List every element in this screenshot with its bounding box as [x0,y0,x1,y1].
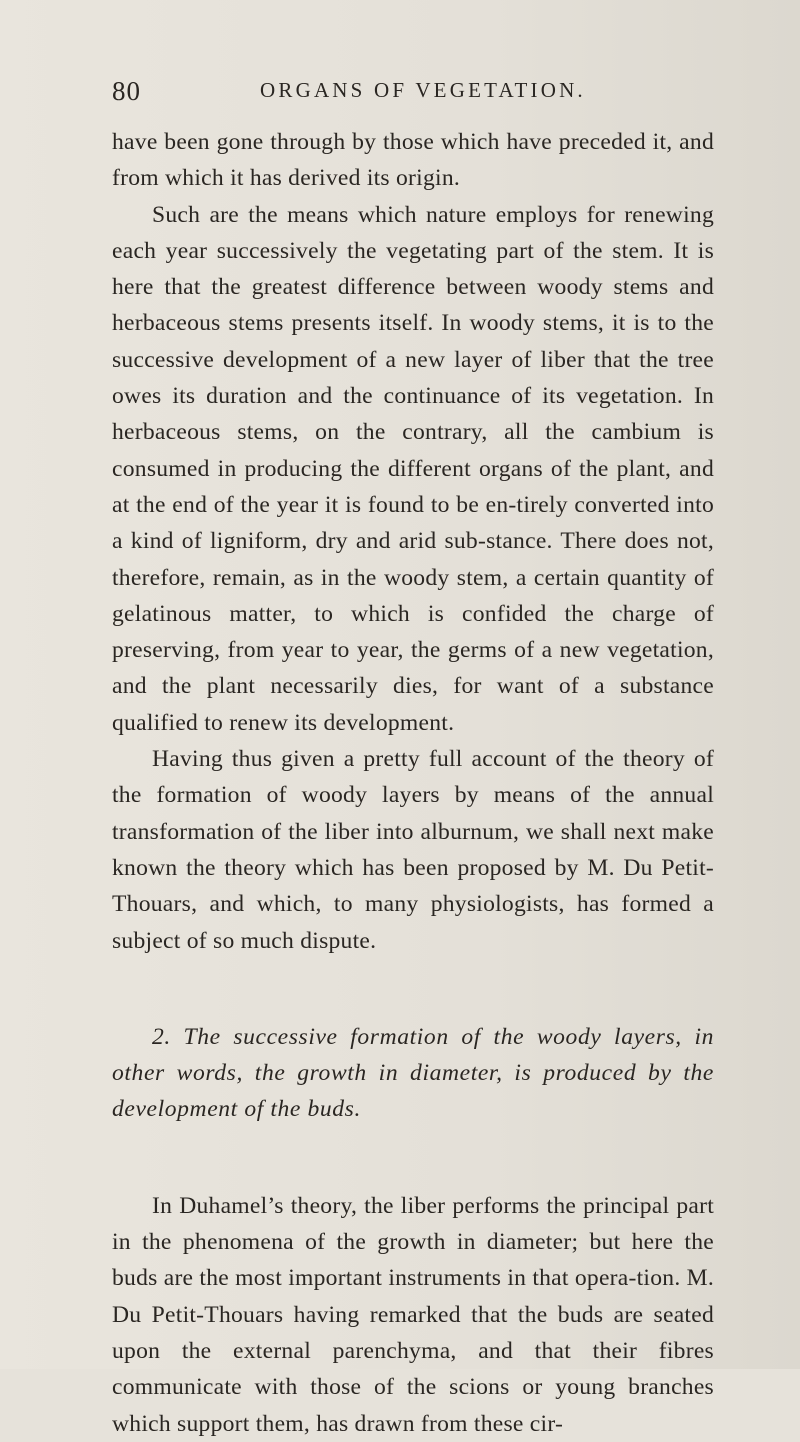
paragraph-duhamel-theory: In Duhamel’s theory, the liber performs the principal part in the phenomena of the growth in diameter; but here the buds are the most important instruments in that opera-tion. M. Du Petit-Thouars having remarked that the buds are seated upon the external parenchyma, and that their fibres communicate with those of the scions or young branches which support them, has drawn from these cir- [112,1192,714,1437]
paragraph-theory-transition: Having thus given a pretty full account of the theory of the formation of woody layers by means of the annual transformation of the liber into alburnum, we shall next make known the theory which has been proposed by M. Du Petit-Thouars, and which, to many physiologists, has formed a subject of so much dispute. [112,746,714,954]
paragraph-continuation: have been gone through by those which have preceded it, and from which it has derived its origin. [112,129,714,192]
page-header [112,76,712,116]
page-number: 80 [112,76,141,106]
paragraph-renewing-stem: Such are the means which nature employs for renewing each year successively the vegetating part of the stem. It is here that the greatest difference between woody stems and herbaceous stems presents itself. In woody stems, it is to the successive development of a new layer of liber that the tree owes its duration and the continuance of its vegetation. In herbaceous stems, on the contrary, all the cambium is consumed in producing the different organs of the plant, and at the end of the year it is found to be en-tirely converted into a kind of ligniform, dry and arid sub-stance. There does not, therefore, remain, as in the woody stem, a certain quantity of gelatinous matter, to which is confided the charge of preserving, from year to year, the germs of a new vegetation, and the plant necessarily dies, for want of a substance qualified to renew its development. [112,201,714,736]
section-heading: 2. The successive formation of the woody layers, in other words, the growth in diameter, is produced by the development of the buds. [112,1023,714,1123]
running-title: ORGANS OF VEGETATION. [260,78,586,102]
body-text [112,124,714,1442]
